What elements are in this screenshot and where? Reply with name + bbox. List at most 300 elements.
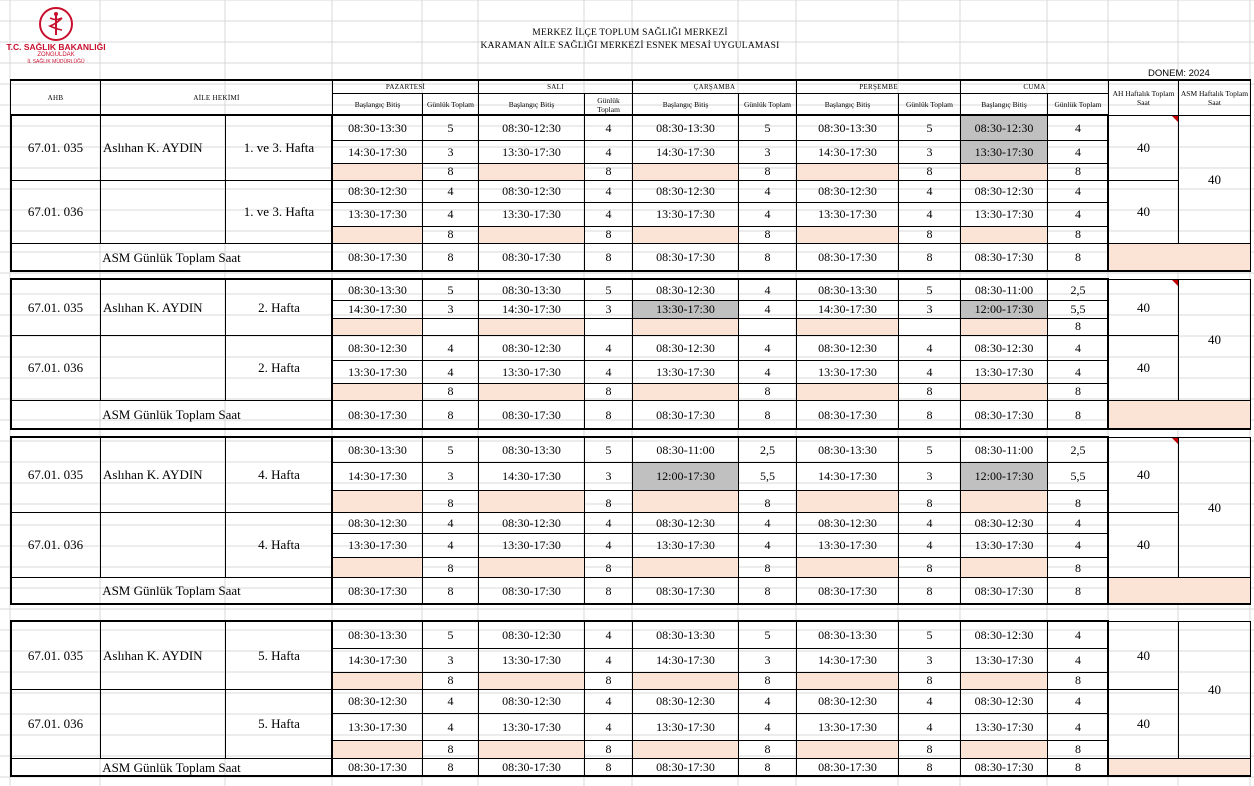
total-range-cell[interactable]	[632, 318, 739, 336]
daily-hours-cell[interactable]: 5	[422, 279, 479, 301]
asm-weekly-empty[interactable]	[1108, 243, 1251, 272]
asm-time-range[interactable]: 08:30-17:30	[796, 400, 899, 430]
asm-time-range[interactable]: 08:30-17:30	[332, 758, 423, 777]
ah-weekly-total[interactable]: 40	[1108, 437, 1179, 513]
daily-total-cell[interactable]: 8	[584, 490, 633, 513]
daily-hours-cell[interactable]: 3	[422, 462, 479, 491]
daily-total-cell[interactable]: 8	[1047, 557, 1109, 578]
daily-hours-cell[interactable]: 4	[1047, 180, 1109, 203]
daily-total-cell[interactable]: 8	[1047, 740, 1109, 759]
time-range-cell[interactable]: 14:30-17:30	[478, 300, 585, 319]
daily-total-cell[interactable]: 8	[738, 226, 797, 244]
time-range-cell[interactable]: 13:30-17:30	[960, 533, 1048, 558]
daily-hours-cell[interactable]: 5	[898, 437, 961, 463]
time-range-cell[interactable]: 08:30-11:00	[960, 437, 1048, 463]
ah-weekly-total[interactable]: 40	[1108, 621, 1179, 690]
daily-hours-cell[interactable]: 4	[1047, 360, 1109, 384]
asm-time-range[interactable]: 08:30-17:30	[960, 243, 1048, 272]
daily-hours-cell[interactable]: 5	[422, 115, 479, 141]
total-range-cell[interactable]	[332, 163, 423, 181]
daily-hours-cell[interactable]: 3	[898, 300, 961, 319]
time-range-cell[interactable]: 08:30-13:30	[796, 621, 899, 649]
time-range-cell[interactable]: 08:30-13:30	[796, 115, 899, 141]
time-range-cell[interactable]: 14:30-17:30	[796, 648, 899, 673]
daily-hours-cell[interactable]: 3	[422, 300, 479, 319]
asm-daily-hours[interactable]: 8	[584, 758, 633, 777]
time-range-cell[interactable]: 08:30-13:30	[332, 115, 423, 141]
time-range-cell[interactable]: 13:30-17:30	[632, 202, 739, 227]
asm-time-range[interactable]: 08:30-17:30	[478, 243, 585, 272]
daily-hours-cell[interactable]: 3	[738, 648, 797, 673]
daily-total-cell[interactable]: 8	[1047, 490, 1109, 513]
daily-hours-cell[interactable]: 5	[898, 115, 961, 141]
daily-hours-cell[interactable]: 4	[738, 512, 797, 534]
total-range-cell[interactable]	[796, 672, 899, 690]
total-range-cell[interactable]	[478, 318, 585, 336]
total-range-cell[interactable]	[478, 740, 585, 759]
total-range-cell[interactable]	[960, 490, 1048, 513]
daily-hours-cell[interactable]: 4	[898, 689, 961, 714]
daily-hours-cell[interactable]: 5	[738, 621, 797, 649]
time-range-cell[interactable]: 08:30-12:30	[960, 512, 1048, 534]
daily-hours-cell[interactable]: 4	[738, 360, 797, 384]
total-range-cell[interactable]	[478, 383, 585, 401]
time-range-cell[interactable]: 08:30-12:30	[960, 180, 1048, 203]
daily-hours-cell[interactable]: 2,5	[1047, 437, 1109, 463]
time-range-cell[interactable]: 08:30-12:30	[632, 689, 739, 714]
daily-hours-cell[interactable]: 5	[898, 621, 961, 649]
time-range-cell[interactable]: 13:30-17:30	[796, 202, 899, 227]
time-range-cell[interactable]: 08:30-13:30	[632, 621, 739, 649]
time-range-cell[interactable]: 08:30-12:30	[478, 115, 585, 141]
time-range-cell[interactable]: 14:30-17:30	[796, 300, 899, 319]
total-range-cell[interactable]	[796, 318, 899, 336]
time-range-cell[interactable]: 13:30-17:30	[632, 300, 739, 319]
time-range-cell[interactable]: 08:30-13:30	[332, 621, 423, 649]
asm-daily-hours[interactable]: 8	[584, 577, 633, 605]
total-range-cell[interactable]	[332, 490, 423, 513]
asm-daily-hours[interactable]: 8	[898, 577, 961, 605]
total-range-cell[interactable]	[632, 490, 739, 513]
daily-hours-cell[interactable]: 3	[738, 140, 797, 164]
daily-total-cell[interactable]: 8	[738, 672, 797, 690]
asm-daily-hours[interactable]: 8	[738, 577, 797, 605]
asm-time-range[interactable]: 08:30-17:30	[332, 577, 423, 605]
daily-hours-cell[interactable]: 4	[898, 180, 961, 203]
daily-hours-cell[interactable]: 4	[898, 360, 961, 384]
asm-weekly-total[interactable]: 40	[1178, 115, 1251, 244]
total-range-cell[interactable]	[332, 557, 423, 578]
time-range-cell[interactable]: 08:30-12:30	[478, 180, 585, 203]
total-range-cell[interactable]	[632, 226, 739, 244]
daily-hours-cell[interactable]: 4	[584, 533, 633, 558]
ah-weekly-total[interactable]: 40	[1108, 115, 1179, 181]
time-range-cell[interactable]: 08:30-13:30	[796, 279, 899, 301]
daily-total-cell[interactable]: 8	[898, 163, 961, 181]
time-range-cell[interactable]: 08:30-12:30	[632, 180, 739, 203]
time-range-cell[interactable]: 08:30-12:30	[632, 512, 739, 534]
total-range-cell[interactable]	[332, 318, 423, 336]
total-range-cell[interactable]	[478, 672, 585, 690]
time-range-cell[interactable]: 08:30-12:30	[332, 689, 423, 714]
time-range-cell[interactable]: 13:30-17:30	[478, 533, 585, 558]
time-range-cell[interactable]: 08:30-12:30	[478, 335, 585, 361]
daily-hours-cell[interactable]: 4	[738, 300, 797, 319]
time-range-cell[interactable]: 12:00-17:30	[632, 462, 739, 491]
time-range-cell[interactable]: 08:30-12:30	[478, 689, 585, 714]
week-label: 4. Hafta	[225, 437, 333, 513]
total-range-cell[interactable]	[632, 163, 739, 181]
daily-total-cell[interactable]	[584, 318, 633, 336]
daily-hours-cell[interactable]: 4	[1047, 648, 1109, 673]
daily-total-cell[interactable]: 8	[898, 740, 961, 759]
time-range-cell[interactable]: 08:30-12:30	[960, 335, 1048, 361]
asm-time-range[interactable]: 08:30-17:30	[632, 400, 739, 430]
asm-daily-hours[interactable]: 8	[898, 758, 961, 777]
daily-hours-cell[interactable]: 4	[738, 202, 797, 227]
time-range-cell[interactable]: 08:30-13:30	[478, 279, 585, 301]
total-range-cell[interactable]	[960, 557, 1048, 578]
time-range-cell[interactable]: 13:30-17:30	[332, 713, 423, 741]
asm-daily-hours[interactable]: 8	[898, 400, 961, 430]
total-range-cell[interactable]	[632, 672, 739, 690]
page-subtitle: KARAMAN AİLE SAĞLIĞI MERKEZİ ESNEK MESAİ UYGULAMASI	[480, 41, 780, 51]
time-range-cell[interactable]: 08:30-12:30	[960, 621, 1048, 649]
asm-daily-hours[interactable]: 8	[1047, 243, 1109, 272]
asm-time-range[interactable]: 08:30-17:30	[332, 400, 423, 430]
time-range-cell[interactable]: 13:30-17:30	[796, 713, 899, 741]
daily-hours-cell[interactable]: 4	[898, 533, 961, 558]
time-range-cell[interactable]: 13:30-17:30	[796, 360, 899, 384]
time-range-cell[interactable]: 08:30-13:30	[332, 437, 423, 463]
total-range-cell[interactable]	[960, 318, 1048, 336]
total-range-cell[interactable]	[960, 226, 1048, 244]
time-range-cell[interactable]: 13:30-17:30	[960, 648, 1048, 673]
daily-hours-cell[interactable]: 4	[584, 621, 633, 649]
asm-time-range[interactable]: 08:30-17:30	[632, 758, 739, 777]
daily-hours-cell[interactable]: 3	[584, 462, 633, 491]
daily-hours-cell[interactable]: 4	[584, 335, 633, 361]
daily-hours-cell[interactable]: 5,5	[1047, 462, 1109, 491]
time-range-cell[interactable]: 08:30-12:30	[478, 621, 585, 649]
time-range-cell[interactable]: 13:30-17:30	[632, 713, 739, 741]
time-range-cell[interactable]: 13:30-17:30	[960, 202, 1048, 227]
asm-daily-hours[interactable]: 8	[422, 243, 479, 272]
daily-hours-cell[interactable]: 3	[898, 648, 961, 673]
asm-daily-hours[interactable]: 8	[1047, 577, 1109, 605]
asm-daily-hours[interactable]: 8	[738, 400, 797, 430]
daily-total-cell[interactable]: 8	[584, 163, 633, 181]
ah-weekly-total[interactable]: 40	[1108, 279, 1179, 336]
daily-hours-cell[interactable]: 4	[584, 648, 633, 673]
time-range-cell[interactable]: 13:30-17:30	[478, 713, 585, 741]
daily-hours-cell[interactable]: 4	[584, 180, 633, 203]
time-range-cell[interactable]: 14:30-17:30	[796, 140, 899, 164]
daily-hours-cell[interactable]: 4	[584, 713, 633, 741]
asm-time-range[interactable]: 08:30-17:30	[796, 577, 899, 605]
daily-hours-cell[interactable]: 3	[898, 140, 961, 164]
asm-time-range[interactable]: 08:30-17:30	[796, 758, 899, 777]
daily-hours-cell[interactable]: 3	[584, 300, 633, 319]
asm-time-range[interactable]: 08:30-17:30	[960, 400, 1048, 430]
time-range-cell[interactable]: 08:30-12:30	[796, 180, 899, 203]
asm-daily-hours[interactable]: 8	[422, 758, 479, 777]
total-range-cell[interactable]	[796, 163, 899, 181]
daily-hours-cell[interactable]: 4	[584, 360, 633, 384]
total-range-cell[interactable]	[478, 490, 585, 513]
total-range-cell[interactable]	[332, 226, 423, 244]
daily-total-cell[interactable]: 8	[738, 163, 797, 181]
daily-hours-cell[interactable]: 4	[422, 335, 479, 361]
time-range-cell[interactable]: 08:30-12:30	[632, 279, 739, 301]
daily-hours-cell[interactable]: 4	[738, 689, 797, 714]
daily-hours-cell[interactable]: 3	[898, 462, 961, 491]
daily-hours-cell[interactable]: 2,5	[738, 437, 797, 463]
time-range-cell[interactable]: 13:30-17:30	[960, 140, 1048, 164]
daily-total-cell[interactable]	[422, 318, 479, 336]
daily-hours-cell[interactable]: 4	[1047, 115, 1109, 141]
time-range-cell[interactable]: 13:30-17:30	[632, 360, 739, 384]
daily-total-cell[interactable]: 8	[422, 383, 479, 401]
daily-hours-cell[interactable]: 4	[1047, 713, 1109, 741]
total-range-cell[interactable]	[632, 383, 739, 401]
total-range-cell[interactable]	[796, 490, 899, 513]
time-range-cell[interactable]: 08:30-12:30	[632, 335, 739, 361]
daily-hours-cell[interactable]: 4	[1047, 689, 1109, 714]
time-range-cell[interactable]: 08:30-12:30	[796, 335, 899, 361]
daily-hours-cell[interactable]: 4	[1047, 533, 1109, 558]
asm-daily-hours[interactable]: 8	[584, 243, 633, 272]
daily-hours-cell[interactable]: 4	[738, 533, 797, 558]
daily-total-cell[interactable]	[738, 318, 797, 336]
asm-daily-hours[interactable]: 8	[738, 758, 797, 777]
daily-hours-cell[interactable]: 3	[422, 648, 479, 673]
asm-time-range[interactable]: 08:30-17:30	[960, 758, 1048, 777]
daily-hours-cell[interactable]: 4	[584, 115, 633, 141]
time-range-cell[interactable]: 08:30-12:30	[332, 180, 423, 203]
daily-hours-cell[interactable]: 5	[898, 279, 961, 301]
asm-time-range[interactable]: 08:30-17:30	[478, 577, 585, 605]
daily-total-cell[interactable]: 8	[898, 226, 961, 244]
daily-total-cell[interactable]: 8	[738, 383, 797, 401]
daily-hours-cell[interactable]: 5	[738, 115, 797, 141]
daily-hours-cell[interactable]: 4	[422, 180, 479, 203]
total-range-cell[interactable]	[960, 672, 1048, 690]
asm-weekly-total[interactable]: 40	[1178, 437, 1251, 578]
time-range-cell[interactable]: 13:30-17:30	[478, 202, 585, 227]
time-range-cell[interactable]: 08:30-12:30	[960, 689, 1048, 714]
daily-hours-cell[interactable]: 5	[422, 621, 479, 649]
asm-daily-hours[interactable]: 8	[422, 400, 479, 430]
daily-hours-cell[interactable]: 4	[422, 533, 479, 558]
total-range-cell[interactable]	[796, 740, 899, 759]
time-range-cell[interactable]: 14:30-17:30	[332, 648, 423, 673]
daily-total-cell[interactable]: 8	[422, 490, 479, 513]
daily-hours-cell[interactable]: 4	[422, 713, 479, 741]
asm-weekly-empty[interactable]	[1108, 577, 1251, 605]
block-left-border	[10, 115, 12, 271]
daily-hours-cell[interactable]: 5,5	[738, 462, 797, 491]
daily-total-cell[interactable]: 8	[584, 383, 633, 401]
daily-total-cell[interactable]: 8	[738, 740, 797, 759]
total-range-cell[interactable]	[960, 163, 1048, 181]
asm-daily-hours[interactable]: 8	[898, 243, 961, 272]
total-range-cell[interactable]	[960, 383, 1048, 401]
time-range-cell[interactable]: 13:30-17:30	[960, 713, 1048, 741]
asm-daily-hours[interactable]: 8	[738, 243, 797, 272]
daily-total-cell[interactable]: 8	[584, 672, 633, 690]
asm-time-range[interactable]: 08:30-17:30	[478, 758, 585, 777]
header-day: PERŞEMBE	[796, 80, 961, 94]
daily-hours-cell[interactable]: 4	[1047, 621, 1109, 649]
daily-hours-cell[interactable]: 4	[422, 360, 479, 384]
asm-weekly-total[interactable]: 40	[1178, 279, 1251, 401]
daily-hours-cell[interactable]: 4	[584, 689, 633, 714]
time-range-cell[interactable]: 14:30-17:30	[332, 462, 423, 491]
asm-daily-hours[interactable]: 8	[1047, 758, 1109, 777]
time-range-cell[interactable]: 14:30-17:30	[332, 300, 423, 319]
asm-weekly-empty[interactable]	[1108, 400, 1251, 430]
daily-hours-cell[interactable]: 4	[898, 512, 961, 534]
daily-hours-cell[interactable]: 4	[1047, 512, 1109, 534]
daily-total-cell[interactable]: 8	[738, 490, 797, 513]
asm-time-range[interactable]: 08:30-17:30	[332, 243, 423, 272]
daily-hours-cell[interactable]: 4	[1047, 140, 1109, 164]
total-range-cell[interactable]	[332, 383, 423, 401]
asm-daily-hours[interactable]: 8	[1047, 400, 1109, 430]
daily-hours-cell[interactable]: 4	[1047, 202, 1109, 227]
total-range-cell[interactable]	[960, 740, 1048, 759]
daily-hours-cell[interactable]: 4	[738, 335, 797, 361]
daily-total-cell[interactable]: 8	[422, 557, 479, 578]
daily-total-cell[interactable]: 8	[1047, 383, 1109, 401]
ah-weekly-total[interactable]: 40	[1108, 335, 1179, 401]
total-range-cell[interactable]	[796, 383, 899, 401]
daily-hours-cell[interactable]: 4	[898, 713, 961, 741]
daily-hours-cell[interactable]: 4	[738, 279, 797, 301]
daily-total-cell[interactable]: 8	[422, 226, 479, 244]
time-range-cell[interactable]: 08:30-12:30	[332, 335, 423, 361]
time-range-cell[interactable]: 13:30-17:30	[332, 360, 423, 384]
daily-total-cell[interactable]: 8	[898, 672, 961, 690]
daily-total-cell[interactable]: 8	[898, 383, 961, 401]
daily-hours-cell[interactable]: 4	[738, 180, 797, 203]
daily-total-cell[interactable]: 8	[1047, 163, 1109, 181]
daily-hours-cell[interactable]: 5,5	[1047, 300, 1109, 319]
total-range-cell[interactable]	[632, 740, 739, 759]
daily-hours-cell[interactable]: 5	[584, 279, 633, 301]
time-range-cell[interactable]: 13:30-17:30	[632, 533, 739, 558]
daily-hours-cell[interactable]: 4	[584, 140, 633, 164]
time-range-cell[interactable]: 14:30-17:30	[332, 140, 423, 164]
daily-total-cell[interactable]: 8	[422, 740, 479, 759]
time-range-cell[interactable]: 14:30-17:30	[478, 462, 585, 491]
total-range-cell[interactable]	[796, 226, 899, 244]
time-range-cell[interactable]: 08:30-12:30	[796, 512, 899, 534]
daily-hours-cell[interactable]: 4	[1047, 335, 1109, 361]
asm-time-range[interactable]: 08:30-17:30	[796, 243, 899, 272]
time-range-cell[interactable]: 08:30-13:30	[478, 437, 585, 463]
ah-weekly-total[interactable]: 40	[1108, 512, 1179, 578]
asm-time-range[interactable]: 08:30-17:30	[632, 577, 739, 605]
asm-time-range[interactable]: 08:30-17:30	[478, 400, 585, 430]
daily-hours-cell[interactable]: 4	[584, 202, 633, 227]
asm-weekly-total[interactable]: 40	[1178, 621, 1251, 759]
time-range-cell[interactable]: 13:30-17:30	[478, 360, 585, 384]
daily-total-cell[interactable]: 8	[584, 557, 633, 578]
ah-weekly-total[interactable]: 40	[1108, 689, 1179, 759]
daily-hours-cell[interactable]: 4	[422, 202, 479, 227]
daily-hours-cell[interactable]: 4	[898, 335, 961, 361]
time-range-cell[interactable]: 08:30-11:00	[960, 279, 1048, 301]
asm-time-range[interactable]: 08:30-17:30	[632, 243, 739, 272]
total-range-cell[interactable]	[478, 557, 585, 578]
time-range-cell[interactable]: 08:30-13:30	[632, 115, 739, 141]
daily-hours-cell[interactable]: 5	[584, 437, 633, 463]
time-range-cell[interactable]: 12:00-17:30	[960, 462, 1048, 491]
daily-total-cell[interactable]: 8	[584, 226, 633, 244]
asm-daily-hours[interactable]: 8	[584, 400, 633, 430]
time-range-cell[interactable]: 13:30-17:30	[478, 140, 585, 164]
time-range-cell[interactable]: 08:30-12:30	[960, 115, 1048, 141]
time-range-cell[interactable]: 08:30-12:30	[478, 512, 585, 534]
daily-total-cell[interactable]: 8	[1047, 226, 1109, 244]
time-range-cell[interactable]: 08:30-13:30	[332, 279, 423, 301]
time-range-cell[interactable]: 13:30-17:30	[796, 533, 899, 558]
daily-total-cell[interactable]: 8	[422, 672, 479, 690]
time-range-cell[interactable]: 14:30-17:30	[632, 648, 739, 673]
daily-hours-cell[interactable]: 4	[898, 202, 961, 227]
total-range-cell[interactable]	[332, 672, 423, 690]
asm-daily-hours[interactable]: 8	[422, 577, 479, 605]
daily-hours-cell[interactable]: 4	[422, 689, 479, 714]
time-range-cell[interactable]: 08:30-11:00	[632, 437, 739, 463]
daily-total-cell[interactable]: 8	[738, 557, 797, 578]
daily-hours-cell[interactable]: 3	[422, 140, 479, 164]
ah-weekly-total[interactable]: 40	[1108, 180, 1179, 244]
time-range-cell[interactable]: 13:30-17:30	[478, 648, 585, 673]
daily-total-cell[interactable]: 8	[898, 490, 961, 513]
asm-time-range[interactable]: 08:30-17:30	[960, 577, 1048, 605]
daily-total-cell[interactable]: 8	[1047, 672, 1109, 690]
time-range-cell[interactable]: 12:00-17:30	[960, 300, 1048, 319]
daily-hours-cell[interactable]: 4	[422, 512, 479, 534]
total-range-cell[interactable]	[632, 557, 739, 578]
time-range-cell[interactable]: 13:30-17:30	[332, 202, 423, 227]
total-range-cell[interactable]	[478, 226, 585, 244]
time-range-cell[interactable]: 14:30-17:30	[632, 140, 739, 164]
daily-hours-cell[interactable]: 5	[422, 437, 479, 463]
daily-total-cell[interactable]: 8	[1047, 318, 1109, 336]
daily-hours-cell[interactable]: 2,5	[1047, 279, 1109, 301]
daily-total-cell[interactable]: 8	[584, 740, 633, 759]
total-range-cell[interactable]	[478, 163, 585, 181]
daily-total-cell[interactable]: 8	[898, 557, 961, 578]
time-range-cell[interactable]: 14:30-17:30	[796, 462, 899, 491]
total-range-cell[interactable]	[332, 740, 423, 759]
time-range-cell[interactable]: 13:30-17:30	[332, 533, 423, 558]
time-range-cell[interactable]: 08:30-12:30	[796, 689, 899, 714]
time-range-cell[interactable]: 08:30-13:30	[796, 437, 899, 463]
daily-total-cell[interactable]: 8	[422, 163, 479, 181]
total-range-cell[interactable]	[796, 557, 899, 578]
daily-total-cell[interactable]	[898, 318, 961, 336]
daily-hours-cell[interactable]: 4	[584, 512, 633, 534]
time-range-cell[interactable]: 13:30-17:30	[960, 360, 1048, 384]
time-range-cell[interactable]: 08:30-12:30	[332, 512, 423, 534]
daily-hours-cell[interactable]: 4	[738, 713, 797, 741]
week-label: 5. Hafta	[225, 621, 333, 690]
